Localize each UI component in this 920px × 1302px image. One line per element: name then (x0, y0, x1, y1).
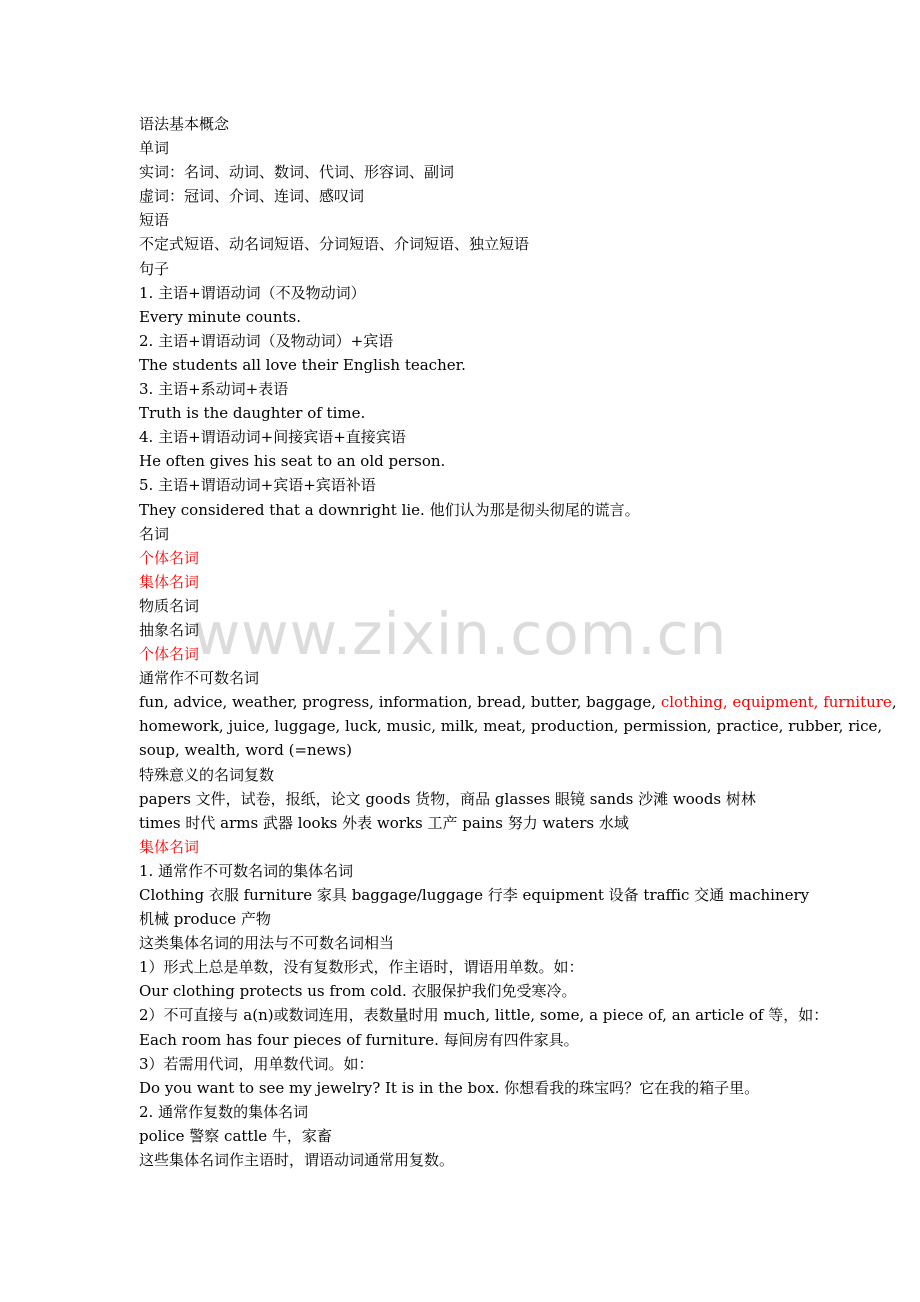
rule-1: 1）形式上总是单数，没有复数形式，作主语时，谓语用单数。如： (139, 958, 584, 977)
example-3: Truth is the daughter of time. (139, 404, 366, 423)
special-plurals-line-2: times 时代 arms 武器 looks 外表 works 工产 pains 努力 waters 水域 (139, 813, 629, 832)
doc-title: 语法基本概念 (139, 115, 230, 133)
function-words-line: 虚词：冠词、介词、连词、感叹词 (139, 187, 365, 206)
collective-usage-note: 这类集体名词的用法与不可数名词相当 (139, 934, 395, 953)
uncountable-list-line-2: homework, juice, luggage, luck, music, milk, meat, production, permission, practice, rubber, rice, (139, 717, 883, 736)
uncountable-text-before: fun, advice, weather, progress, information, bread, butter, baggage, (139, 693, 661, 712)
plural-collective-list: police 警察 cattle 牛，家畜 (139, 1126, 332, 1145)
special-plurals-line-1: papers 文件，试卷，报纸，论文 goods 货物，商品 glasses 眼镜 sands 沙滩 woods 树林 (139, 789, 756, 808)
heading-sentences: 句子 (139, 259, 170, 278)
rule-2: 2）不可直接与 a(n)或数词连用，表数量时用 much, little, some, a piece of, an article of 等，如： (139, 1006, 829, 1025)
example-1: Every minute counts. (139, 307, 301, 326)
rule-3: 3）若需用代词，用单数代词。如： (139, 1054, 374, 1073)
rule-3-example: Do you want to see my jewelry? It is in the box. 你想看我的珠宝吗？它在我的箱子里。 (139, 1078, 760, 1097)
uncountable-list-line-3: soup, wealth, word (=news) (139, 741, 352, 760)
collective-list-line-1: Clothing 衣服 furniture 家具 baggage/luggage 行李 equipment 设备 traffic 交通 machinery (139, 886, 810, 904)
heading-special-plurals: 特殊意义的名词复数 (139, 765, 275, 784)
example-4: He often gives his seat to an old person. (139, 452, 446, 471)
rule-1-example: Our clothing protects us from cold. 衣服保护我们免受寒冷。 (139, 982, 577, 1001)
heading-individual-nouns: 个体名词 (139, 645, 200, 664)
uncountable-comma: , (891, 693, 897, 712)
uncountable-list-line-1 (139, 690, 897, 714)
plural-collective-note: 这些集体名词作主语时，谓语动词通常用复数。 (139, 1151, 455, 1170)
collective-subheading-1: 1. 通常作不可数名词的集体名词 (139, 861, 354, 880)
pattern-5: 5. 主语+谓语动词+宾语+宾语补语 (139, 476, 376, 495)
noun-type-collective: 集体名词 (139, 572, 200, 591)
heading-phrases: 短语 (139, 211, 170, 230)
collective-subheading-2: 2. 通常作复数的集体名词 (139, 1102, 309, 1121)
pattern-1: 1. 主语+谓语动词（不及物动词） (139, 283, 366, 302)
uncountable-highlight: clothing, equipment, furniture (660, 693, 892, 712)
noun-type-material: 物质名词 (139, 596, 200, 615)
pattern-3: 3. 主语+系动词+表语 (139, 380, 289, 399)
rule-2-example: Each room has four pieces of furniture. 每间房有四件家具。 (139, 1030, 579, 1049)
pattern-4: 4. 主语+谓语动词+间接宾语+直接宾语 (139, 428, 406, 447)
collective-list-line-2: 机械 produce 产物 (139, 910, 271, 929)
heading-collective-nouns: 集体名词 (139, 837, 200, 856)
phrase-types-line: 不定式短语、动名词短语、分词短语、介词短语、独立短语 (139, 235, 530, 254)
heading-nouns: 名词 (139, 524, 170, 543)
noun-type-individual: 个体名词 (139, 548, 200, 567)
pattern-2: 2. 主语+谓语动词（及物动词）+宾语 (139, 331, 394, 350)
document-body (139, 112, 897, 1172)
content-words-line: 实词：名词、动词、数词、代词、形容词、副词 (139, 163, 455, 182)
heading-uncountable: 通常作不可数名词 (139, 669, 260, 688)
example-2: The students all love their English teacher. (139, 355, 466, 374)
watermark: www.zixin.com.cn (192, 600, 728, 668)
noun-type-abstract: 抽象名词 (139, 620, 200, 639)
heading-words: 单词 (139, 139, 170, 158)
example-5: They considered that a downright lie. 他们认为那是彻头彻尾的谎言。 (139, 500, 640, 519)
